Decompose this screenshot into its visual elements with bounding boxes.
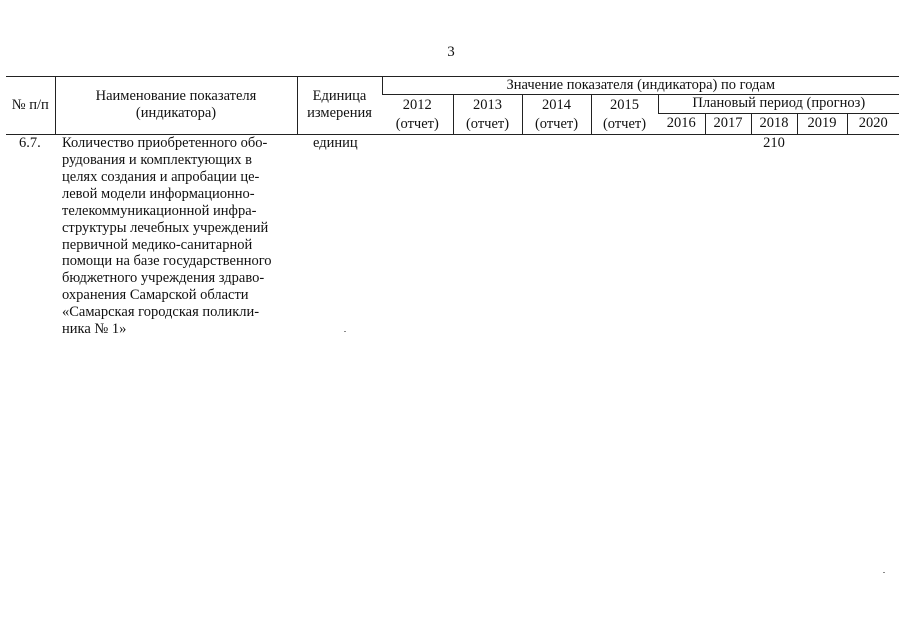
value-2015 (591, 134, 658, 338)
row-name-line: телекоммуникационной инфра- (62, 202, 257, 219)
header-num-label: № п/п (11, 96, 49, 113)
value-2013 (453, 134, 522, 338)
row-name-line: первичной медико-санитарной (62, 236, 253, 253)
table-header (6, 77, 899, 135)
row-num: 6.7. (19, 134, 41, 151)
year-label: 2015 (610, 97, 639, 114)
scan-speck (344, 331, 346, 332)
row-name-line: бюджетного учреждения здраво- (62, 270, 265, 287)
header-values-group: Значение показателя (индикатора) по годам (382, 77, 899, 95)
value-2014 (522, 134, 591, 338)
header-name-line1: Наименование показателя (95, 88, 257, 104)
header-year-2015 (591, 95, 658, 134)
header-year-2013 (453, 95, 522, 134)
header-year-2017: 2017 (705, 113, 751, 134)
header-year-2020: 2020 (847, 113, 899, 134)
value-2016 (658, 134, 705, 338)
year-note: (отчет) (602, 115, 647, 132)
row-name-line: Количество приобретенного обо- (62, 134, 268, 151)
header-name-line2: (индикатора) (135, 105, 217, 122)
header-num (6, 77, 55, 135)
row-name (55, 134, 297, 338)
row-name-line: левой модели информационно- (62, 185, 255, 202)
row-name-line: структуры лечебных учреждений (62, 219, 269, 236)
header-year-2014 (522, 95, 591, 134)
header-year-2016: 2016 (658, 113, 705, 134)
year-label: 2012 (402, 97, 432, 114)
header-year-2019: 2019 (797, 113, 847, 134)
year-label: 2014 (542, 97, 571, 114)
row-name-line: ника № 1» (62, 321, 127, 338)
header-plan-group: Плановый период (прогноз) (658, 95, 899, 113)
row-name-line: целях создания и апробации це- (62, 168, 260, 185)
row-name-line: рудования и комплектующих в (62, 151, 252, 168)
row-name-line: «Самарская городская поликли- (62, 304, 260, 321)
header-unit-line1: Единица (312, 88, 367, 104)
row-unit: единиц (313, 134, 358, 151)
scan-speck (883, 572, 885, 573)
year-note: (отчет) (534, 115, 579, 132)
indicator-table (6, 76, 899, 338)
year-note: (отчет) (395, 115, 439, 132)
table-row (6, 134, 899, 338)
header-row-1 (6, 77, 899, 95)
value-2019 (797, 134, 847, 338)
row-name-line: охранения Самарской области (62, 287, 249, 304)
header-year-2012 (382, 95, 453, 134)
header-unit (297, 77, 382, 135)
year-label: 2013 (473, 97, 502, 114)
header-name (55, 77, 297, 135)
value-2018: 210 (763, 134, 785, 151)
header-year-2018: 2018 (751, 113, 797, 134)
header-unit-line2: измерения (307, 105, 372, 122)
value-2017 (705, 134, 751, 338)
page-number: 3 (447, 44, 455, 60)
year-note: (отчет) (465, 115, 510, 132)
value-2012 (382, 134, 453, 338)
value-2020 (847, 134, 899, 338)
table-body (6, 134, 899, 338)
row-name-line: помощи на базе государственного (62, 253, 272, 270)
